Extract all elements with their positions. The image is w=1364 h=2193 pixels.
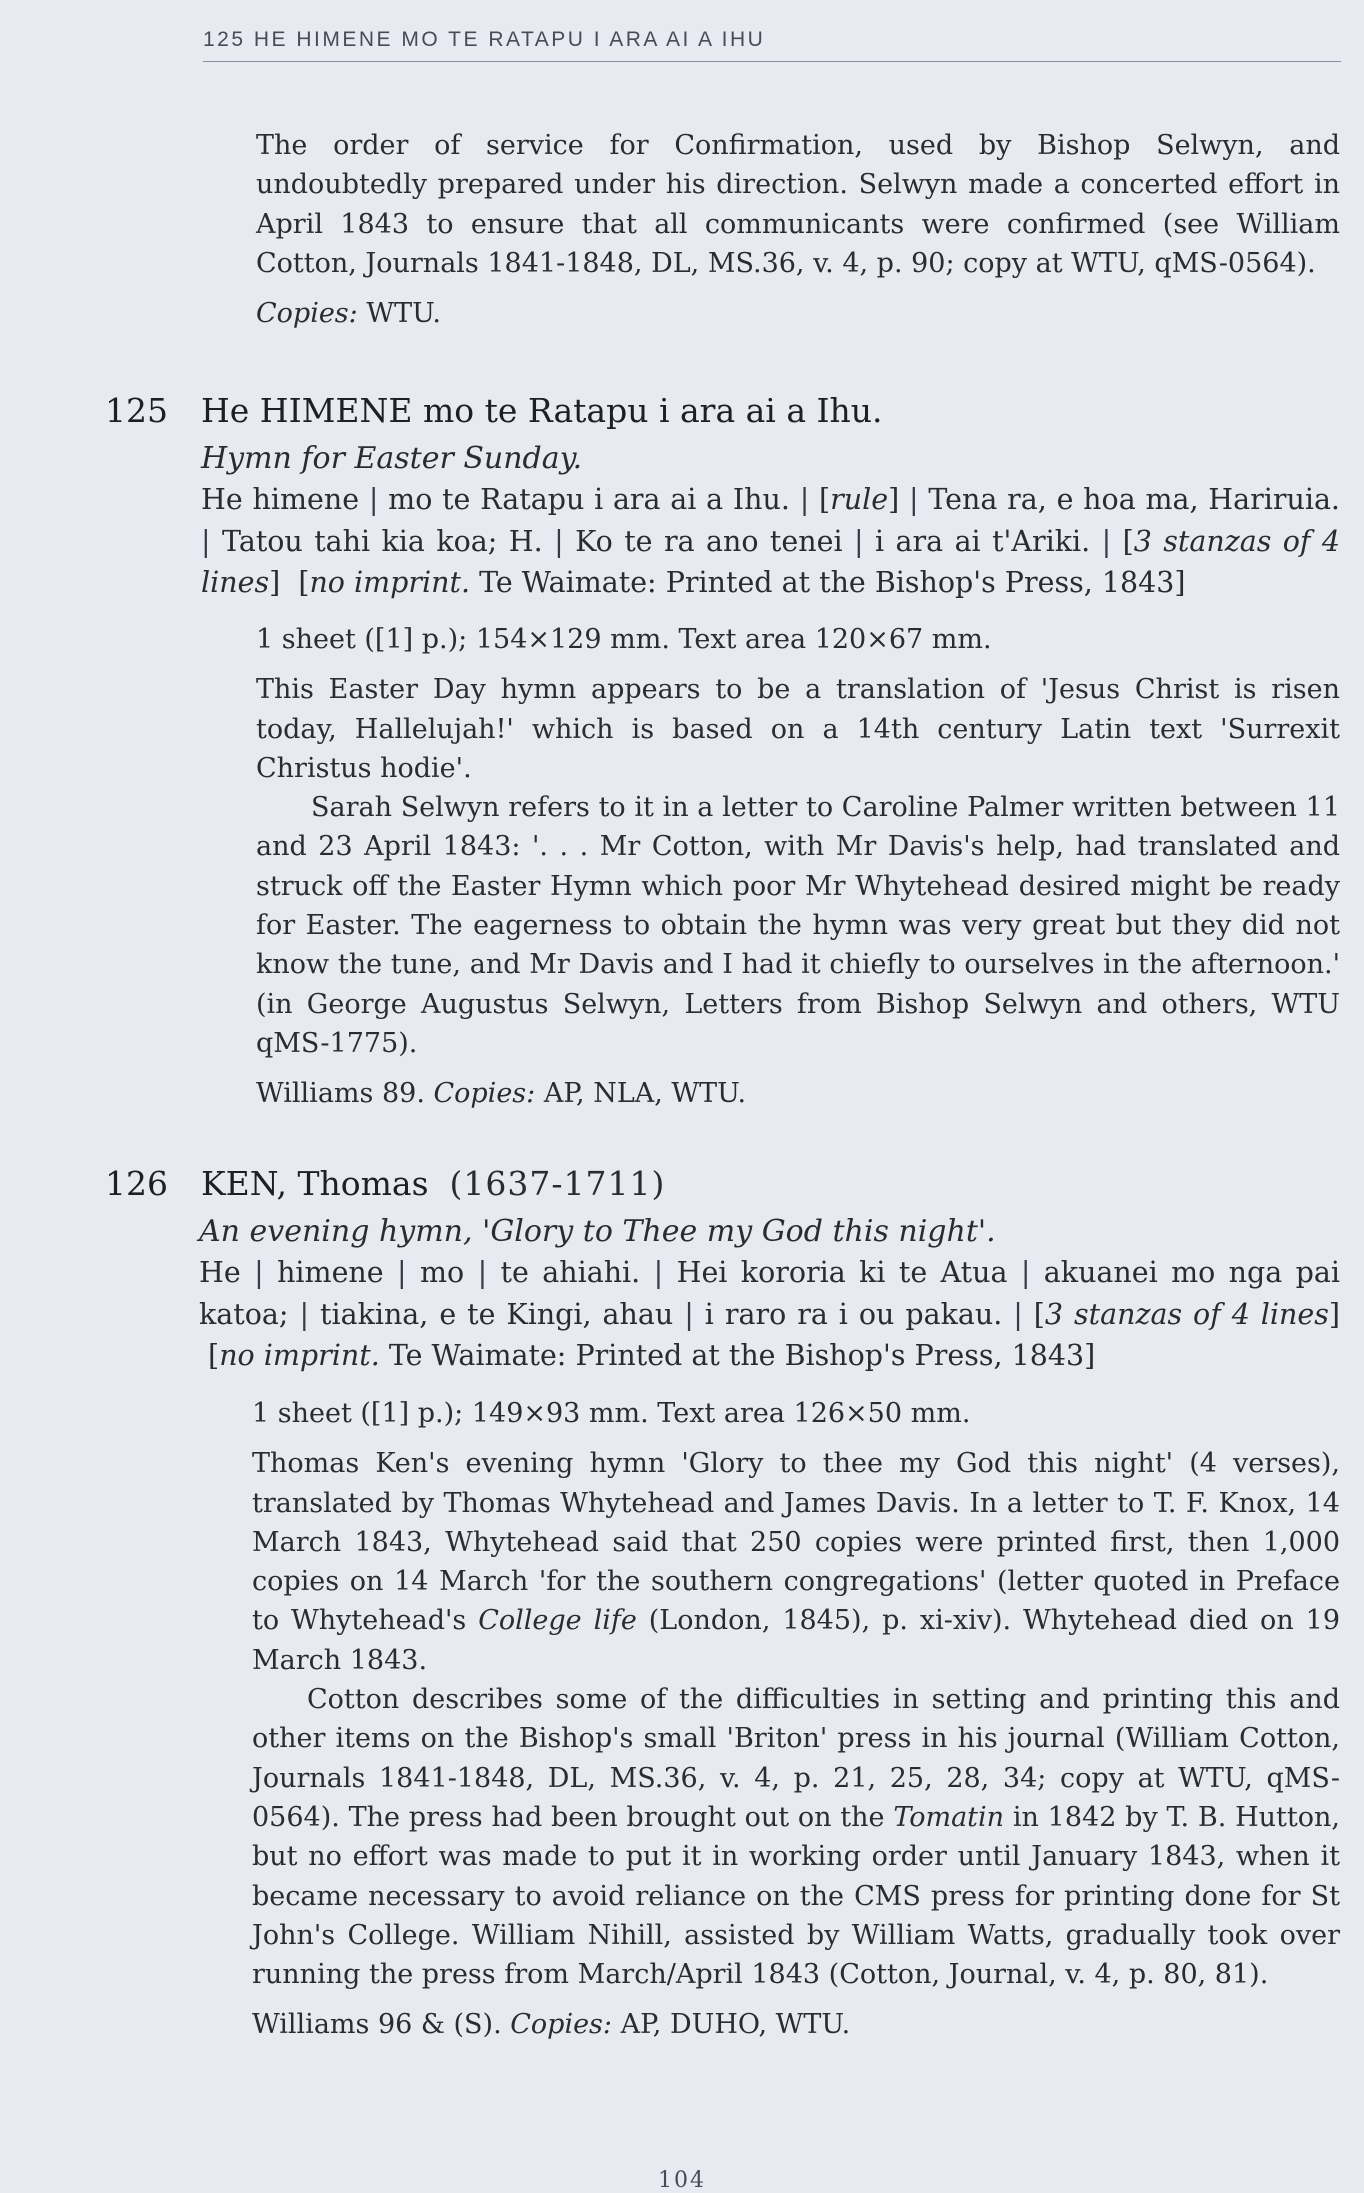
entry-126-notes: [252, 1394, 1340, 2045]
entry-collation: 1 sheet ([1] p.); 154×129 mm. Text area 120×67 mm.: [256, 624, 992, 655]
note-text: Cotton describes some of the difficulties in setting and printing this and other items on the Bishop's small 'Briton' press in his journal (William Cotton, Journals 1841-1848, DL, MS.36, v. 4, p. 21, 25, 28, 34; copy at WTU, qMS-0564). The press had been brought out on the: [252, 1684, 1340, 1833]
entry-name-text: KEN, Thomas: [201, 1164, 429, 1203]
note-text: Thomas Ken's evening hymn 'Glory to thee my God this night' (4 verses), translated by Thomas Whytehead and James Davis. In a letter to T. F. Knox, 14 March 1843, Whytehead said that 250 copies were printed first, then 1,000 copies on 14 March 'for the southern congregations' (letter quoted in Preface to Whytehead's: [252, 1448, 1340, 1637]
entry-126-body: [199, 1211, 1340, 1377]
transcription-part: no imprint.: [309, 566, 471, 599]
line-separator: |: [684, 1297, 694, 1331]
transcription-part: He: [199, 1256, 255, 1289]
line-separator: |: [1020, 1256, 1031, 1289]
line-separator: |: [909, 483, 919, 516]
page-number: 104: [658, 2168, 706, 2193]
line-separator: |: [653, 1256, 664, 1289]
line-separator: |: [368, 483, 379, 516]
entry-number: 125: [105, 391, 168, 430]
entry-title: An evening hymn, 'Glory to Thee my God this night'.: [199, 1214, 996, 1249]
entry-125-body: [201, 438, 1340, 604]
transcription-part: Te Waimate: Printed at the Bishop's Press, 1843]: [470, 566, 1186, 599]
line-separator: |: [201, 524, 211, 558]
line-separator: |: [1101, 524, 1112, 558]
intro-copies: [256, 294, 1340, 333]
note-text: in 1842 by T. B. Hutton, but no effort was made to put it in working order until January 1843, when it became necessary to avoid reliance on the CMS press for printing done for St John's College. William Nihill, assisted by William Watts, gradually took over running the press from March/April 1843 (Cotton, Journal, v. 4, p. 80, 81).: [252, 1801, 1340, 1991]
line-separator: |: [554, 524, 564, 558]
entry-title: Hymn for Easter Sunday.: [201, 441, 583, 476]
copies-list: WTU.: [357, 298, 441, 330]
line-separator: |: [853, 524, 864, 558]
line-separator: |: [254, 1256, 264, 1289]
entry-note-1: [252, 1444, 1340, 1680]
copies-list: AP, DUHO, WTU.: [612, 2009, 851, 2041]
transcription-part: mo te Ratapu i ara ai a Ihu.: [378, 483, 800, 516]
transcription-part: rule: [830, 483, 889, 516]
transcription-part: Hei kororia ki te Atua: [663, 1256, 1021, 1289]
entry-collation: 1 sheet ([1] p.); 149×93 mm. Text area 126×50 mm.: [252, 1398, 971, 1429]
transcription-part: He himene: [201, 483, 369, 516]
line-separator: |: [477, 1256, 488, 1289]
note-italic: Tomatin: [893, 1801, 1005, 1833]
transcription-part: no imprint.: [219, 1339, 380, 1372]
entry-name-end: .: [872, 391, 883, 430]
copies-label: Copies:: [433, 1078, 536, 1110]
transcription-part: tiakina, e te Kingi, ahau: [309, 1297, 685, 1331]
transcription-part: akuanei mo nga pai katoa;: [199, 1256, 1340, 1331]
transcription-part: Tatou tahi kia koa; H.: [210, 524, 555, 558]
entry-note-2: [252, 1680, 1340, 1994]
copies-list: AP, NLA, WTU.: [535, 1078, 747, 1110]
line-separator: |: [799, 483, 810, 516]
entry-references: [252, 2005, 1340, 2044]
intro-block: [256, 126, 1340, 333]
intro-paragraph: The order of service for Confirmation, used by Bishop Selwyn, and undoubtedly prepared under his direction. Selwyn made a concerted effort in April 1843 to ensure that all communicants were confirmed (see William Cotton, Journals 1841-1848, DL, MS.36, v. 4, p. 90; copy at WTU, qMS-0564).: [256, 130, 1340, 279]
line-separator: |: [1013, 1297, 1023, 1331]
entry-number: 126: [105, 1164, 168, 1203]
entry-name: [201, 391, 883, 431]
note-text: (London, 1845), p. xi-xiv). Whytehead died on 19 March 1843.: [252, 1605, 1340, 1676]
line-separator: |: [299, 1297, 310, 1331]
running-head: 125 HE HIMENE MO TE RATAPU I ARA AI A IHU: [203, 28, 1341, 62]
entry-name-text: He HIMENE mo te Ratapu i ara ai a Ihu: [201, 391, 873, 430]
transcription-part: Te Waimate: Printed at the Bishop's Press, 1843]: [379, 1339, 1096, 1372]
line-separator: |: [397, 1256, 407, 1289]
references-text: Williams 96 & (S).: [252, 2009, 511, 2041]
entry-dates: (1637-1711): [449, 1164, 666, 1203]
copies-label: Copies:: [510, 2009, 613, 2041]
references-text: Williams 89.: [256, 1078, 434, 1110]
entry-125-notes: [256, 620, 1340, 1114]
entry-references: [256, 1074, 1340, 1113]
entry-note-1: This Easter Day hymn appears to be a translation of 'Jesus Christ is risen today, Hallelujah!' which is based on a 14th century Latin text 'Surrexit Christus hodie'.: [256, 674, 1340, 784]
entry-note-2: Sarah Selwyn refers to it in a letter to Caroline Palmer written between 11 and 23 April 1843: '. . . Mr Cotton, with Mr Davis's help, had translated and struck off the Easter Hymn which poor Mr Whytehead desired might be ready for Easter. The eagerness to obtain the hymn was very great but they did not know the tune, and Mr Davis and I had it chiefly to ourselves in the afternoon.' (in George Augustus Selwyn, Letters from Bishop Selwyn and others, WTU qMS-1775).: [256, 792, 1340, 1059]
entry-transcription: He himene | mo te Ratapu i ara ai a Ihu. | [rule] | Tena ra, e hoa ma, Hariruia. | Tatou tahi kia koa; H. | Ko te ra ano tenei | i ara ai t'Ariki. | [3 stanzas of 4 lines] [no imprint. Te Waimate: Printed at the Bishop's Press, 1843]: [201, 483, 1340, 599]
entry-name: [201, 1164, 665, 1204]
transcription-part: mo: [406, 1256, 478, 1289]
transcription-part: Ko te ra ano tenei: [563, 524, 854, 558]
transcription-part: i raro ra i ou pakau.: [693, 1297, 1014, 1331]
transcription-part: himene: [263, 1256, 398, 1289]
transcription-part: 3 stanzas of 4 lines: [1044, 1297, 1329, 1331]
entry-transcription: He | himene | mo | te ahiahi. | Hei kororia ki te Atua | akuanei mo nga pai katoa; | tiakina, e te Kingi, ahau | i raro ra i ou pakau. | [3 stanzas of 4 lines] [no imprint. Te Waimate: Printed at the Bishop's Press, 1843]: [199, 1256, 1340, 1372]
transcription-part: te ahiahi.: [487, 1256, 654, 1289]
copies-label: Copies:: [256, 298, 358, 330]
transcription-part: i ara ai t'Ariki.: [863, 524, 1102, 558]
transcription-part: 3 stanzas of 4 lines: [201, 524, 1340, 599]
note-italic: College life: [478, 1605, 637, 1637]
transcription-part: Tena ra, e hoa ma, Hariruia.: [918, 483, 1340, 516]
